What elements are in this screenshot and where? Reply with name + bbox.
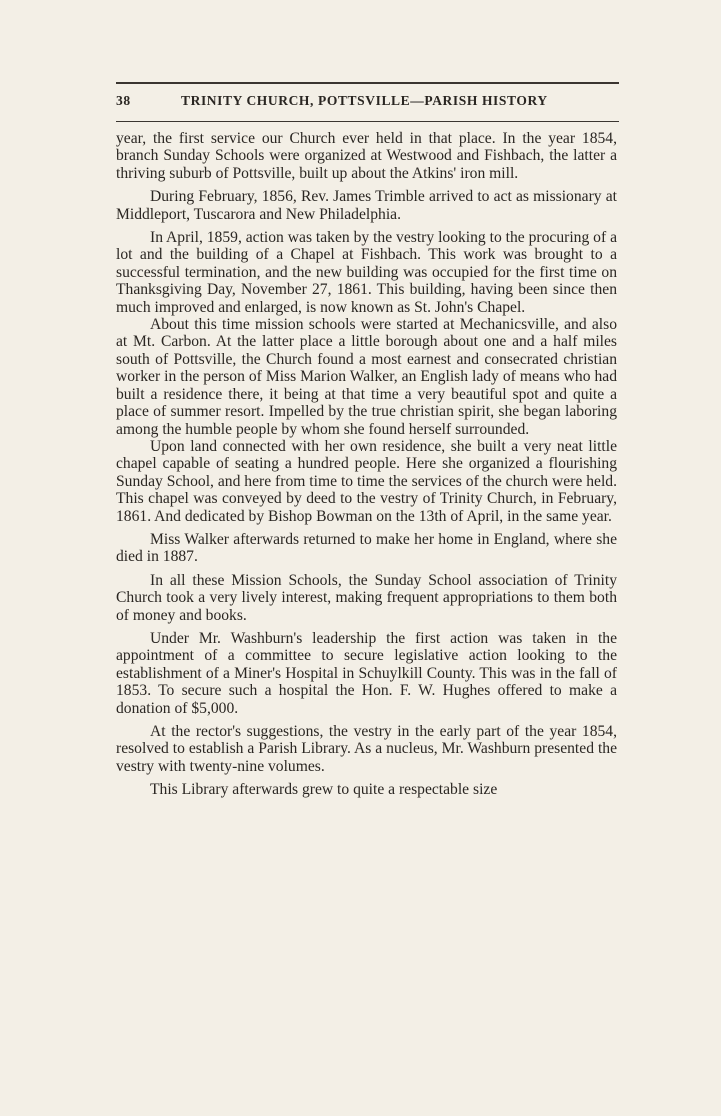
paragraph: During February, 1856, Rev. James Trimble arrived to act as missionary at Middleport, Tuscarora and New Philadelphia. — [116, 188, 617, 223]
paragraph: Miss Walker afterwards returned to make her home in England, where she died in 1887. — [116, 530, 617, 566]
header-rule-top — [116, 82, 619, 84]
paragraph: Under Mr. Washburn's leadership the first action was taken in the appointment of a committee to secure legislative action looking to the establishment of a Miner's Hospital in Schuylkill County. This was in the fall of 1853. To secure such a hospital the Hon. F. W. Hughes offered to make a donation of $5,000. — [116, 629, 617, 717]
running-title: TRINITY CHURCH, POTTSVILLE—PARISH HISTORY — [181, 93, 548, 108]
body-text — [116, 130, 617, 805]
paragraph: year, the first service our Church ever held in that place. In the year 1854, branch Sunday Schools were organized at Westwood and Fishbach, the latter a thriving suburb of Pottsville, built up about the Atkins' iron mill. — [116, 130, 617, 182]
header-rule-bottom — [116, 121, 619, 122]
page-number: 38 — [116, 93, 131, 108]
paragraph: In April, 1859, action was taken by the vestry looking to the procuring of a lot and the building of a Chapel at Fishbach. This work was brought to a successful termination, and the new building was occupied for the first time on Thanksgiving Day, November 27, 1861. This building, having been since then much improved and enlarged, is now known as St. John's Chapel. — [116, 229, 617, 316]
paragraph: About this time mission schools were started at Mechanicsville, and also at Mt. Carbon. At the latter place a little borough about one and a half miles south of Pottsville, the Church found a most earnest and consecrated christian worker in the person of Miss Marion Walker, an English lady of means who had built a residence there, it being at that time a very beautiful spot and quite a place of summer resort. Impelled by the true christian spirit, she began laboring among the humble people by whom she found herself surrounded. — [116, 316, 617, 438]
paragraph: Upon land connected with her own residence, she built a very neat little chapel capable of seating a hundred people. Here she organized a flourishing Sunday School, and here from time to time the services of the church were held. This chapel was conveyed by deed to the vestry of Trinity Church, in February, 1861. And dedicated by Bishop Bowman on the 13th of April, in the same year. — [116, 437, 617, 525]
paragraph: At the rector's suggestions, the vestry in the early part of the year 1854, resolved to establish a Parish Library. As a nucleus, Mr. Washburn presented the vestry with twenty-nine volumes. — [116, 723, 617, 775]
running-header — [116, 90, 619, 112]
paragraph: This Library afterwards grew to quite a respectable size — [150, 781, 498, 799]
paragraph: In all these Mission Schools, the Sunday School association of Trinity Church took a very lively interest, making frequent appropriations to them both of money and books. — [116, 571, 617, 624]
